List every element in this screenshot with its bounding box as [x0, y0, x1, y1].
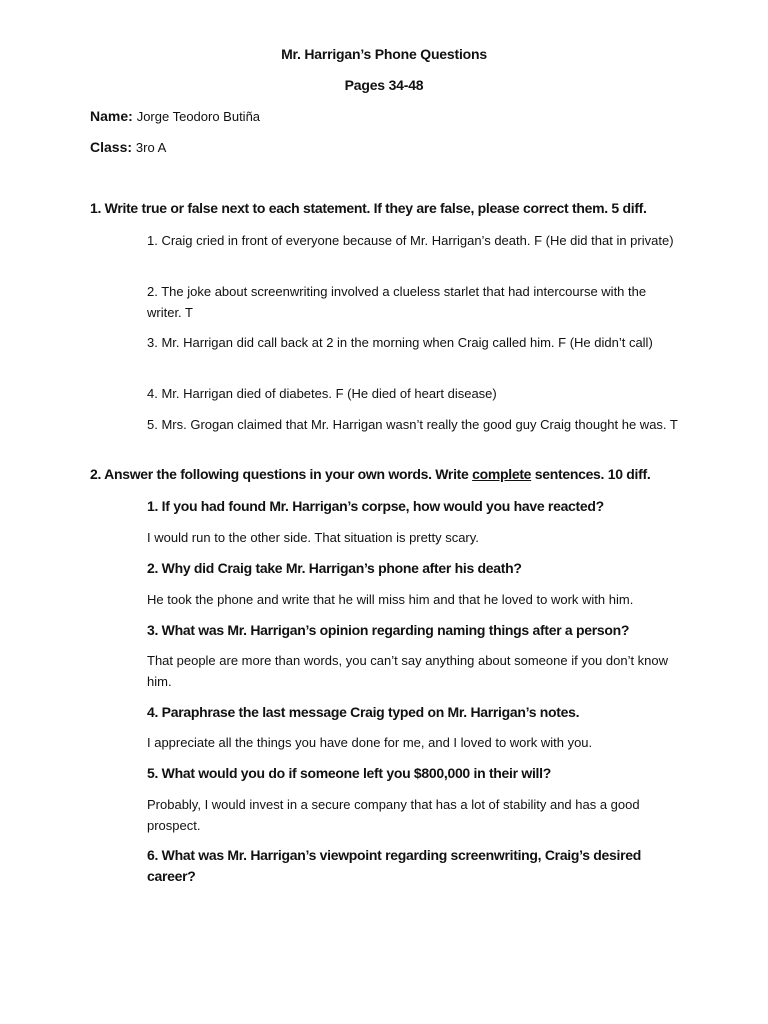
name-label: Name:	[90, 108, 133, 124]
answer-text: That people are more than words, you can’t say anything about someone if you don’t know him.	[147, 653, 669, 689]
question-text: 2. Why did Craig take Mr. Harrigan’s phone after his death?	[147, 560, 522, 576]
question-text: 1. If you had found Mr. Harrigan’s corpse, how would you have reacted?	[147, 498, 604, 514]
section2-heading-after: sentences. 10 diff.	[531, 466, 651, 482]
question-text: 5. What would you do if someone left you $800,000 in their will?	[147, 765, 551, 781]
answer-text: I appreciate all the things you have done for me, and I loved to work with you.	[147, 735, 593, 750]
statement-item: 4. Mr. Harrigan died of diabetes. F (He died of heart disease)	[147, 386, 497, 401]
class-field	[90, 139, 166, 155]
document-subtitle: Pages 34-48	[344, 77, 424, 93]
section2-heading	[90, 466, 650, 482]
statement-item: 3. Mr. Harrigan did call back at 2 in the morning when Craig called him. F (He didn’t call)	[147, 335, 653, 350]
name-value: Jorge Teodoro Butiña	[136, 109, 261, 124]
statement-item: 5. Mrs. Grogan claimed that Mr. Harrigan wasn’t really the good guy Craig thought he was. T	[147, 417, 678, 432]
statement-item: 2. The joke about screenwriting involved a clueless starlet that had intercourse with the writer. T	[147, 284, 647, 320]
question-text: 4. Paraphrase the last message Craig typed on Mr. Harrigan’s notes.	[147, 704, 580, 720]
question-text: 3. What was Mr. Harrigan’s opinion regarding naming things after a person?	[147, 622, 630, 638]
answer-text: He took the phone and write that he will miss him and that he loved to work with him.	[147, 592, 634, 607]
class-value: 3ro A	[135, 140, 167, 155]
answer-text: Probably, I would invest in a secure company that has a lot of stability and has a good prospect.	[147, 797, 640, 833]
name-field	[90, 108, 260, 124]
question-text: 6. What was Mr. Harrigan’s viewpoint regarding screenwriting, Craig’s desired career?	[147, 847, 641, 884]
section2-heading-before: 2. Answer the following questions in your own words. Write	[90, 466, 473, 482]
document-title: Mr. Harrigan’s Phone Questions	[281, 46, 487, 62]
class-label: Class:	[90, 139, 133, 155]
section2-heading-underlined: complete	[472, 466, 532, 482]
section1-heading: 1. Write true or false next to each statement. If they are false, please correct them. 5 diff.	[90, 200, 647, 216]
answer-text: I would run to the other side. That situation is pretty scary.	[147, 530, 479, 545]
statement-item: 1. Craig cried in front of everyone because of Mr. Harrigan’s death. F (He did that in private)	[147, 233, 674, 248]
